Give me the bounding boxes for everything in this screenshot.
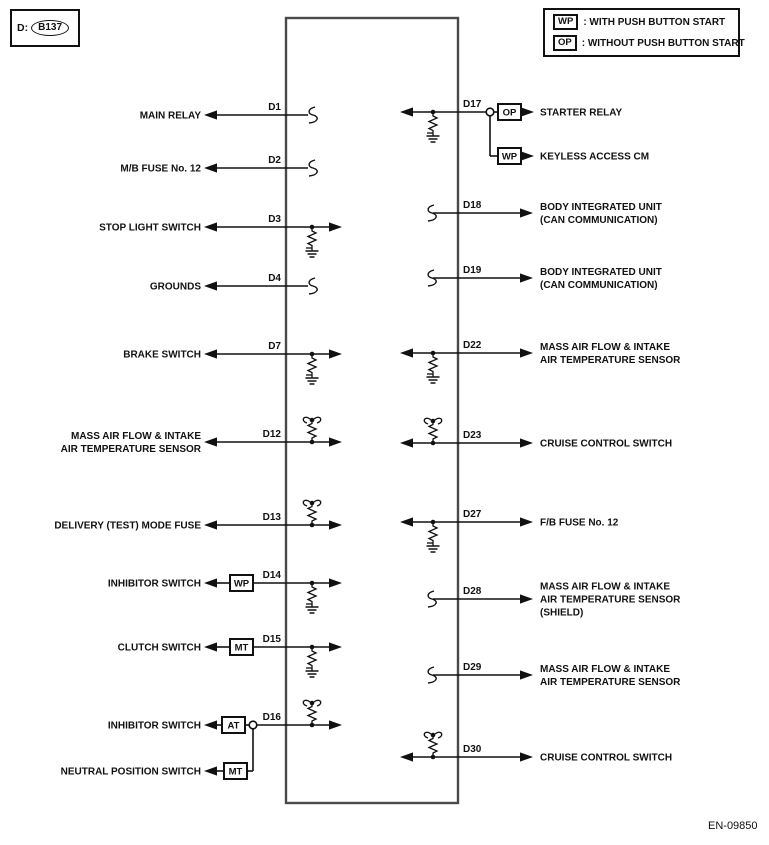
label-D22: MASS AIR FLOW & INTAKE xyxy=(540,342,670,353)
label-D18: (CAN COMMUNICATION) xyxy=(540,215,658,226)
wire-break-icon xyxy=(309,160,317,176)
junction-dot xyxy=(310,701,315,706)
arrow-left-icon xyxy=(204,642,217,651)
resistor-icon xyxy=(429,112,437,136)
tag-label-WP: WP xyxy=(233,578,250,590)
break-whisker-icon xyxy=(424,418,431,424)
break-whisker-icon xyxy=(303,500,310,506)
break-whisker-icon xyxy=(314,700,321,706)
pin-number-D29: D29 xyxy=(463,662,482,673)
label-D23: CRUISE CONTROL SWITCH xyxy=(540,438,673,450)
break-whisker-icon xyxy=(435,732,442,738)
arrow-left-icon xyxy=(400,517,413,526)
pin-number-D12: D12 xyxy=(262,429,281,440)
branch-junction-circle xyxy=(249,721,257,729)
pin-number-D18: D18 xyxy=(463,200,482,211)
label-D30: CRUISE CONTROL SWITCH xyxy=(540,752,673,764)
pin-number-D2: D2 xyxy=(268,155,281,166)
arrow-right-icon xyxy=(520,752,533,761)
label-D17-WP: KEYLESS ACCESS CM xyxy=(540,151,650,163)
junction-dot xyxy=(310,418,315,423)
label-D17-OP: STARTER RELAY xyxy=(540,107,623,119)
break-whisker-icon xyxy=(303,417,310,423)
arrow-left-icon xyxy=(204,578,217,587)
label-D7: BRAKE SWITCH xyxy=(123,349,201,361)
label-neutral-position-switch: NEUTRAL POSITION SWITCH xyxy=(60,766,201,778)
pin-number-D22: D22 xyxy=(463,340,482,351)
label-D29: AIR TEMPERATURE SENSOR xyxy=(540,677,681,688)
arrow-right-icon xyxy=(520,517,533,526)
label-D12: MASS AIR FLOW & INTAKE xyxy=(71,431,201,442)
arrow-left-icon xyxy=(204,520,217,529)
pin-number-D4: D4 xyxy=(268,273,281,284)
pin-number-D3: D3 xyxy=(268,214,281,225)
resistor-icon xyxy=(308,583,316,607)
arrow-right-icon xyxy=(520,670,533,679)
tag-label-MT: MT xyxy=(234,642,249,654)
label-D13: DELIVERY (TEST) MODE FUSE xyxy=(54,520,201,532)
arrow-left-icon xyxy=(400,752,413,761)
junction-dot xyxy=(310,501,315,506)
arrow-right-icon xyxy=(520,273,533,282)
pin-number-D23: D23 xyxy=(463,430,482,441)
arrow-right-icon xyxy=(329,642,342,651)
arrow-right-icon xyxy=(329,222,342,231)
op-tag-chip: OP xyxy=(553,35,577,51)
label-D3: STOP LIGHT SWITCH xyxy=(99,222,201,234)
pin-number-D27: D27 xyxy=(463,509,482,520)
break-whisker-icon xyxy=(314,500,321,506)
resistor-icon xyxy=(429,353,437,377)
pin-number-D7: D7 xyxy=(268,341,281,352)
arrow-left-icon xyxy=(400,438,413,447)
arrow-right-icon xyxy=(520,438,533,447)
pin-number-D15: D15 xyxy=(262,634,281,645)
arrow-right-icon xyxy=(521,107,534,116)
arrow-left-icon xyxy=(204,766,217,775)
label-D27: F/B FUSE No. 12 xyxy=(540,517,619,529)
label-D19: BODY INTEGRATED UNIT xyxy=(540,267,662,278)
resistor-icon xyxy=(308,354,316,378)
break-whisker-icon xyxy=(314,417,321,423)
pin-number-D13: D13 xyxy=(262,512,281,523)
arrow-right-icon xyxy=(329,578,342,587)
pullup-resistor-icon xyxy=(308,504,316,526)
arrow-left-icon xyxy=(204,281,217,290)
label-D14: INHIBITOR SWITCH xyxy=(107,578,201,590)
arrow-left-icon xyxy=(204,437,217,446)
connector-id: B137 xyxy=(38,22,62,33)
pin-number-D19: D19 xyxy=(463,265,482,276)
pin-number-D1: D1 xyxy=(268,102,281,113)
label-D15: CLUTCH SWITCH xyxy=(117,642,201,654)
arrow-left-icon xyxy=(204,349,217,358)
label-D1: MAIN RELAY xyxy=(139,110,201,122)
label-D4: GROUNDS xyxy=(149,281,201,293)
break-whisker-icon xyxy=(303,700,310,706)
pin-number-D30: D30 xyxy=(463,744,482,755)
pin-number-D16: D16 xyxy=(262,712,281,723)
arrow-right-icon xyxy=(520,594,533,603)
branch-junction-circle xyxy=(486,108,494,116)
label-D12: AIR TEMPERATURE SENSOR xyxy=(60,444,201,455)
label-D28: AIR TEMPERATURE SENSOR xyxy=(540,594,681,606)
wire-break-icon xyxy=(309,107,317,123)
resistor-icon xyxy=(308,227,316,251)
label-D29: MASS AIR FLOW & INTAKE xyxy=(540,664,670,675)
tag-label-MT: MT xyxy=(228,766,243,778)
break-whisker-icon xyxy=(435,418,442,424)
pullup-resistor-icon xyxy=(429,422,437,444)
resistor-icon xyxy=(308,647,316,671)
label-D22: AIR TEMPERATURE SENSOR xyxy=(540,355,681,366)
label-D18: BODY INTEGRATED UNIT xyxy=(540,202,662,213)
figure-code: EN-09850 xyxy=(708,820,758,832)
wire-break-icon xyxy=(309,278,317,294)
pin-number-D14: D14 xyxy=(262,570,281,581)
label-D19: (CAN COMMUNICATION) xyxy=(540,280,658,291)
arrow-right-icon xyxy=(521,151,534,160)
arrow-left-icon xyxy=(204,163,217,172)
label-D2: M/B FUSE No. 12 xyxy=(120,163,201,175)
pullup-resistor-icon xyxy=(308,704,316,726)
arrow-right-icon xyxy=(329,349,342,358)
pullup-resistor-icon xyxy=(429,736,437,758)
arrow-right-icon xyxy=(329,520,342,529)
arrow-right-icon xyxy=(520,208,533,217)
junction-dot xyxy=(431,419,436,424)
arrow-left-icon xyxy=(400,107,413,116)
arrow-left-icon xyxy=(204,720,217,729)
tag-label-OP: OP xyxy=(502,107,517,119)
arrow-right-icon xyxy=(520,348,533,357)
arrow-right-icon xyxy=(329,720,342,729)
pin-number-D28: D28 xyxy=(463,586,482,597)
label-D16: INHIBITOR SWITCH xyxy=(107,720,201,732)
wp-tag-chip: WP xyxy=(553,14,578,30)
pullup-resistor-icon xyxy=(308,421,316,443)
tag-label-WP: WP xyxy=(501,151,518,163)
legend-text-op: : WITHOUT PUSH BUTTON START xyxy=(581,37,745,49)
connector-prefix: D: xyxy=(17,22,29,34)
legend-text-wp: : WITH PUSH BUTTON START xyxy=(583,16,726,28)
arrow-left-icon xyxy=(204,110,217,119)
label-D28: MASS AIR FLOW & INTAKE xyxy=(540,581,670,593)
arrow-left-icon xyxy=(400,348,413,357)
arrow-right-icon xyxy=(329,437,342,446)
pin-number-D17: D17 xyxy=(463,99,482,110)
arrow-left-icon xyxy=(204,222,217,231)
tag-label-AT: AT xyxy=(227,720,240,732)
break-whisker-icon xyxy=(424,732,431,738)
junction-dot xyxy=(431,733,436,738)
resistor-icon xyxy=(429,522,437,546)
label-D28: (SHIELD) xyxy=(540,607,584,619)
